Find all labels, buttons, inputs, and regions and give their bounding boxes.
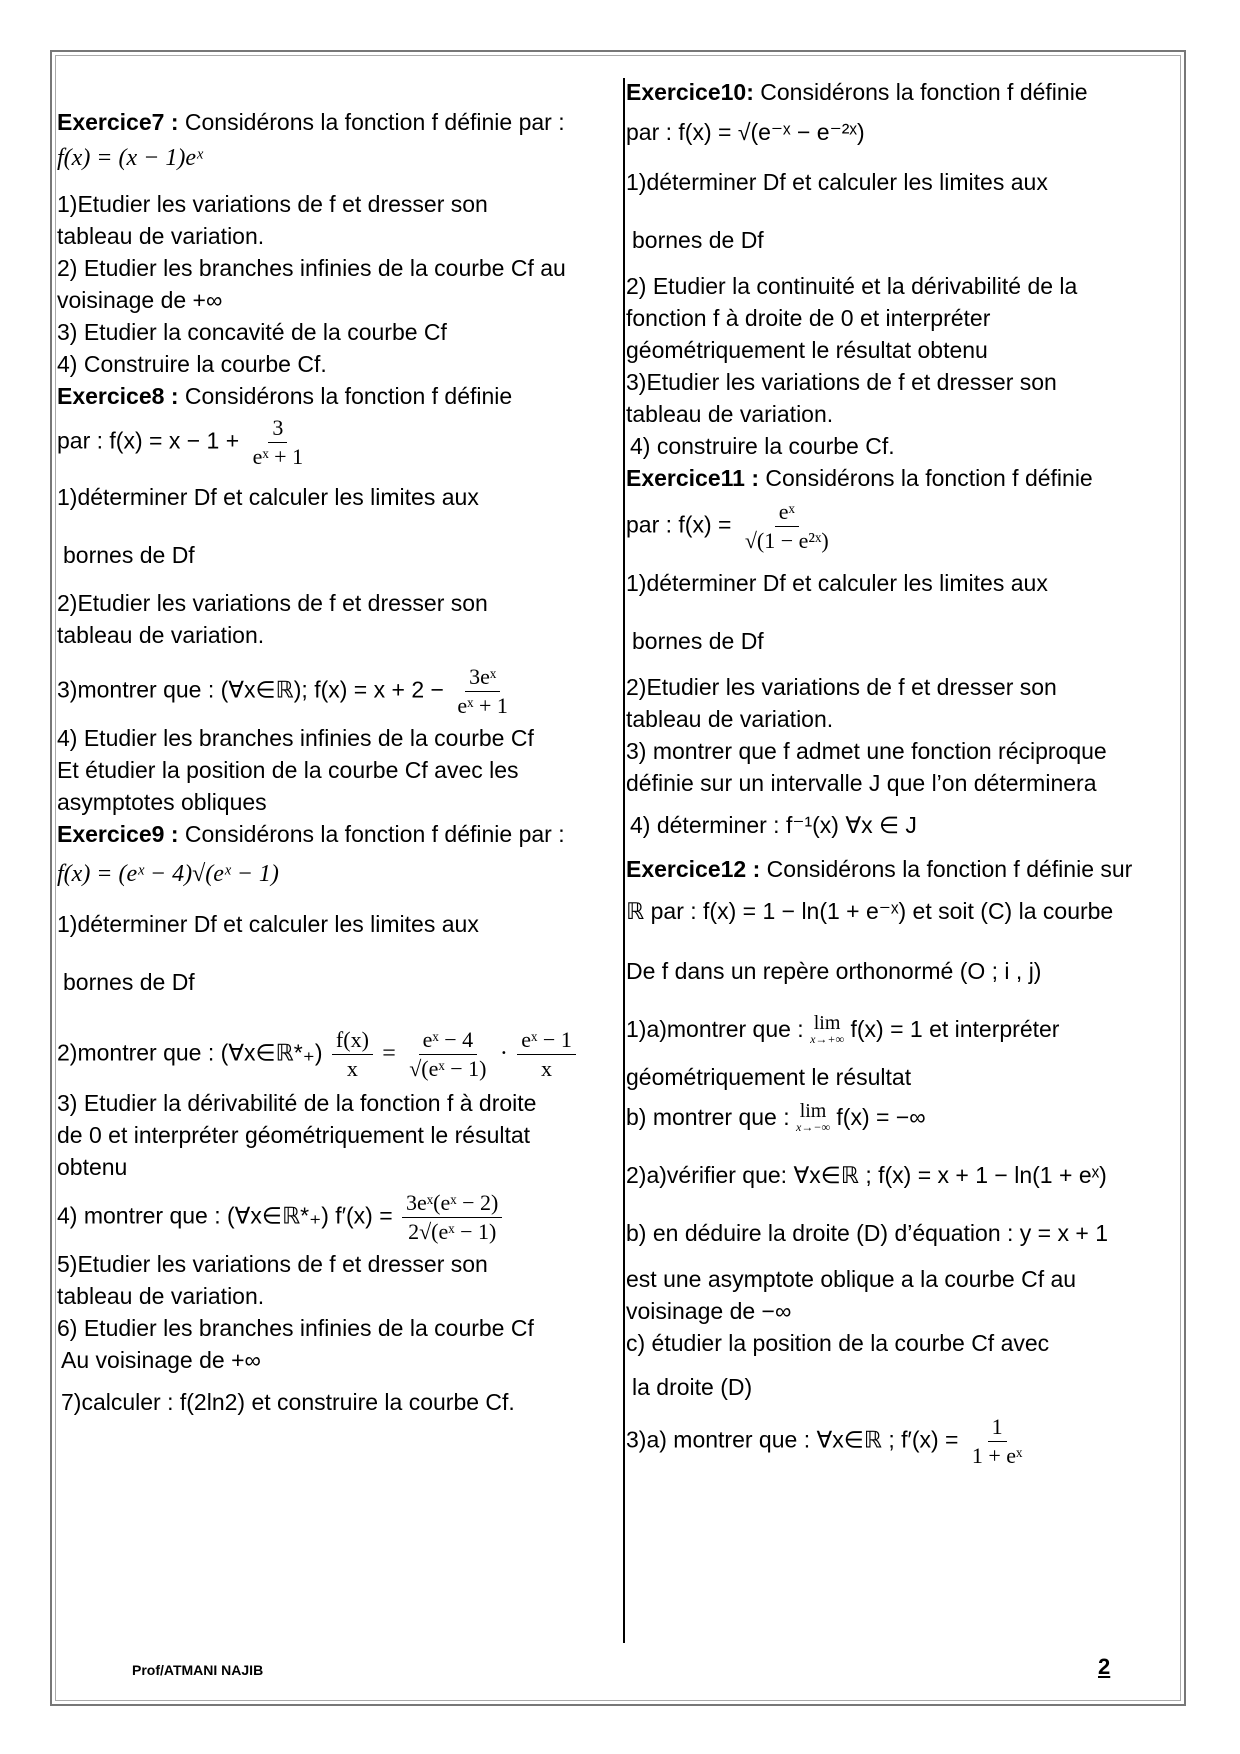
exercise8-formula: par : f(x) = x − 1 + $\frac{3}{\text{eˣ + 1}}$ (57, 414, 619, 471)
exercise7-q1b: tableau de variation. (57, 223, 265, 249)
exercise9-formula: f(x) = (eˣ − 4)√(eˣ − 1) (57, 861, 279, 887)
exercise9-q4-fraction: $\frac{\text{3eˣ(eˣ − 2)}}{\text{2√(eˣ − 1)}}$ (402, 1189, 502, 1246)
exercise7-formula: f(x) = (x − 1)eˣ (57, 145, 203, 171)
exercise11-q4: 4) déterminer : f⁻¹(x) ∀x ∈ J (630, 812, 917, 838)
exercise7-q1a: 1)Etudier les variations de f et dresser son (57, 191, 488, 217)
exercise10-q2c: géométriquement le résultat obtenu (626, 337, 988, 363)
exercise12-q2e: c) étudier la position de la courbe Cf avec (626, 1329, 1050, 1356)
column-divider (623, 78, 625, 1643)
exercise8-q1b: bornes de Df (63, 542, 195, 568)
exercise8-fraction: $\frac{3}{\text{eˣ + 1}}$ (252, 415, 304, 469)
exercise10-q4: 4) construire la courbe Cf. (630, 433, 895, 459)
exercise11-q1a: 1)déterminer Df et calculer les limites aux (626, 570, 1048, 596)
exercise9-q2-fraction3: $\frac{\text{eˣ − 1}}{x}$ (517, 1026, 576, 1083)
exercise9-heading: Exercice9 : Considérons la fonction f définie par : (57, 821, 565, 847)
exercise10-q1b: bornes de Df (632, 227, 764, 253)
exercise12-q1a: 1)a)montrer que : lim x→+∞ f(x) = 1 et interpréter (626, 1011, 1060, 1046)
page-number: 2 (1098, 1654, 1111, 1679)
exercise9-q1a: 1)déterminer Df et calculer les limites aux (57, 911, 479, 937)
exercise10-q3a: 3)Etudier les variations de f et dresser son (626, 369, 1057, 395)
exercise10-formula: par : f(x) = √(e⁻ˣ − e⁻²ˣ) (626, 119, 865, 145)
exercise11-fraction: $\frac{\text{eˣ}}{\text{√(1 − e²ˣ)}}$ (744, 499, 829, 553)
exercise9-q2-fraction1: $\frac{f(x)}{x}$ (332, 1026, 373, 1083)
exercise9-q1b: bornes de Df (63, 969, 195, 995)
exercise9-q5b: tableau de variation. (57, 1283, 265, 1309)
exercise9-q6b: Au voisinage de +∞ (61, 1347, 261, 1373)
exercise12-q1a-line2: géométriquement le résultat (626, 1063, 912, 1090)
exercise8-q2a: 2)Etudier les variations de f et dresser son (57, 590, 488, 616)
exercise8-q4a: 4) Etudier les branches infinies de la courbe Cf (57, 725, 534, 751)
exercise7-q3: 3) Etudier la concavité de la courbe Cf (57, 319, 447, 345)
exercise10-q2a: 2) Etudier la continuité et la dérivabilité de la (626, 273, 1078, 299)
exercise11-q1b: bornes de Df (632, 628, 764, 654)
exercise11-q3b: définie sur un intervalle J que l’on déterminera (626, 770, 1097, 796)
exercise8-q3: 3)montrer que : (∀x∈ℝ); f(x) = x + 2 − $\frac{\text{3eˣ}}{\text{eˣ + 1}}$ (57, 663, 619, 720)
exercise10-q3b: tableau de variation. (626, 401, 834, 427)
exercise7-q2a: 2) Etudier les branches infinies de la courbe Cf au (57, 255, 566, 281)
exercise8-q2b: tableau de variation. (57, 622, 265, 648)
exercise9-q3c: obtenu (57, 1154, 128, 1180)
exercise12-q2a: 2)a)vérifier que: ∀x∈ℝ ; f(x) = x + 1 − ln(1 + eˣ) (626, 1161, 1107, 1188)
exercise9-q7: 7)calculer : f(2ln2) et construire la courbe Cf. (61, 1389, 515, 1415)
exercise8-heading: Exercice8 : Considérons la fonction f définie (57, 383, 513, 409)
exercise9-q2-fraction2: $\frac{\text{eˣ − 4}}{\text{√(eˣ − 1)}}$ (409, 1027, 487, 1081)
footer-author: Prof/ATMANI NAJIB (132, 1662, 264, 1678)
exercise7-q2b: voisinage de +∞ (57, 287, 223, 313)
exercise12-q1a-limit: lim x→+∞ (810, 1011, 845, 1046)
exercise10-heading: Exercice10: Considérons la fonction f définie (626, 79, 1088, 105)
exercise12-heading: Exercice12 : Considérons la fonction f définie sur (626, 856, 1133, 882)
exercise9-q5a: 5)Etudier les variations de f et dresser son (57, 1251, 488, 1277)
right-column (626, 76, 1178, 1470)
exercise12-q3-fraction: $\frac{1}{\text{1 + eˣ}}$ (971, 1413, 1023, 1468)
exercise12-q1b-limit: lim x→−∞ (796, 1099, 831, 1134)
exercise10-q2b: fonction f à droite de 0 et interpréter (626, 305, 991, 331)
exercise12-q2f: la droite (D) (632, 1373, 753, 1400)
exercise12-q3: 3)a) montrer que : ∀x∈ℝ ; f′(x) = $\frac{1}{\text{1 + eˣ}}$ (626, 1413, 1178, 1470)
exercise7-q4: 4) Construire la courbe Cf. (57, 351, 327, 377)
exercise11-q3a: 3) montrer que f admet une fonction réciproque (626, 738, 1107, 764)
exercise11-q2b: tableau de variation. (626, 706, 834, 732)
exercise9-q3b: de 0 et interpréter géométriquement le résultat (57, 1122, 531, 1148)
left-column (57, 106, 619, 1418)
exercise8-q3-fraction: $\frac{\text{3eˣ}}{\text{eˣ + 1}}$ (457, 664, 508, 718)
exercise8-q4c: asymptotes obliques (57, 789, 267, 815)
exercise9-q3a: 3) Etudier la dérivabilité de la fonction f à droite (57, 1090, 537, 1116)
exercise11-heading: Exercice11 : Considérons la fonction f définie (626, 465, 1093, 491)
exercise8-q1a: 1)déterminer Df et calculer les limites aux (57, 484, 479, 510)
exercise10-q1a: 1)déterminer Df et calculer les limites aux (626, 169, 1048, 195)
exercise9-q2: 2)montrer que : (∀x∈ℝ*₊) $\frac{f(x)}{x}$ = $\frac{\text{eˣ − 4}}{\text{√(eˣ − 1)}}$ · $\frac{\text{eˣ − 1}}{x}$ (57, 1026, 619, 1083)
exercise12-q1b: b) montrer que : lim x→−∞ f(x) = −∞ (626, 1099, 926, 1134)
exercise12-q2b: b) en déduire la droite (D) d’équation : y = x + 1 (626, 1219, 1109, 1246)
exercise9-q4: 4) montrer que : (∀x∈ℝ*₊) f′(x) = $\frac{\text{3eˣ(eˣ − 2)}}{\text{2√(eˣ − 1)}}$ (57, 1189, 619, 1246)
exercise8-q4b: Et étudier la position de la courbe Cf avec les (57, 757, 519, 783)
exercise12-line2: ℝ par : f(x) = 1 − ln(1 + e⁻ˣ) et soit (C) la courbe (626, 898, 1114, 924)
exercise11-formula: par : f(x) = $\frac{\text{eˣ}}{\text{√(1 − e²ˣ)}}$ (626, 498, 1178, 555)
exercise12-q2c: est une asymptote oblique a la courbe Cf au (626, 1265, 1077, 1292)
exercise12-line3: De f dans un repère orthonormé (O ; i , j) (626, 958, 1042, 984)
exercise12-q2d: voisinage de −∞ (626, 1297, 792, 1324)
exercise7-heading: Exercice7 : Considérons la fonction f définie par : (57, 109, 565, 135)
exercise9-q6a: 6) Etudier les branches infinies de la courbe Cf (57, 1315, 534, 1341)
exercise11-q2a: 2)Etudier les variations de f et dresser son (626, 674, 1057, 700)
